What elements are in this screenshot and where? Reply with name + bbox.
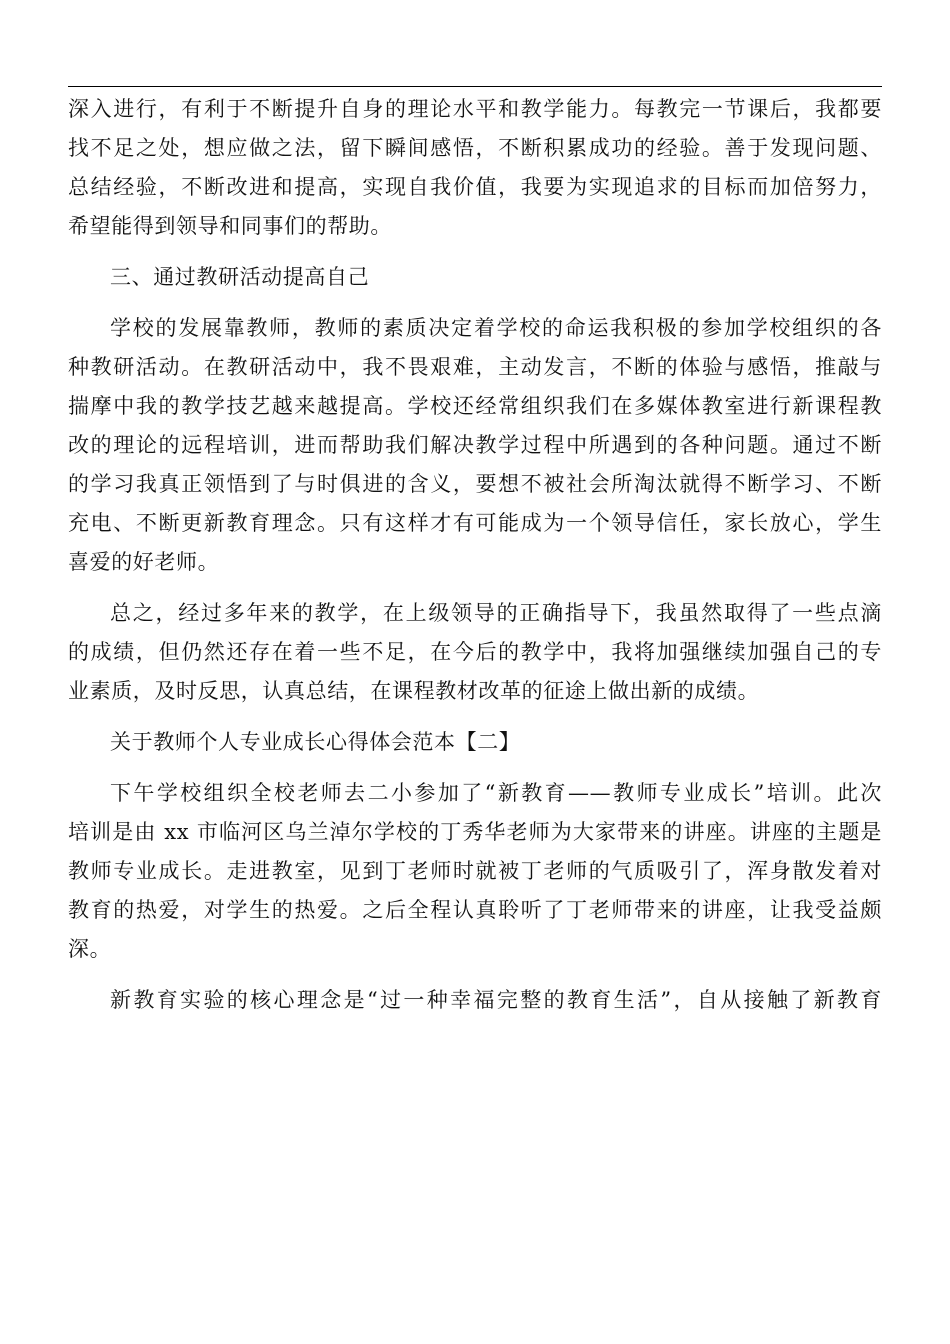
text-line: 找不足之处，想应做之法，留下瞬间感悟，不断积累成功的经验。善于发现问题、 xyxy=(68,136,882,160)
text-line: 深。 xyxy=(68,937,112,961)
header-rule xyxy=(68,86,882,87)
document-page xyxy=(68,90,882,1020)
paragraph-training xyxy=(68,774,882,969)
text-line: 的学习我真正领悟到了与时俱进的含义，要想不被社会所淘汰就得不断学习、不断 xyxy=(68,472,882,496)
paragraph-continuation xyxy=(68,90,882,246)
text-line: 充电、不断更新教育理念。只有这样才有可能成为一个领导信任，家长放心，学生 xyxy=(68,511,882,535)
text-line: 喜爱的好老师。 xyxy=(68,550,220,574)
text-line: 培训是由 xx 市临河区乌兰淖尔学校的丁秀华老师为大家带来的讲座。讲座的主题是 xyxy=(68,820,882,844)
text-line: 新教育实验的核心理念是“过一种幸福完整的教育生活”，自从接触了新教育 xyxy=(110,988,882,1012)
article-title xyxy=(68,723,882,762)
text-line: 下午学校组织全校老师去二小参加了“新教育——教师专业成长”培训。此次 xyxy=(110,781,882,805)
text-line: 希望能得到领导和同事们的帮助。 xyxy=(68,214,392,238)
text-line: 揣摩中我的教学技艺越来越提高。学校还经常组织我们在多媒体教室进行新课程教 xyxy=(68,394,882,418)
text-line: 种教研活动。在教研活动中，我不畏艰难，主动发言，不断的体验与感悟，推敲与 xyxy=(68,355,882,379)
paragraph-core-concept xyxy=(68,981,882,1020)
text-line: 总结经验，不断改进和提高，实现自我价值，我要为实现追求的目标而加倍努力， xyxy=(68,175,882,199)
text-line: 深入进行，有利于不断提升自身的理论水平和教学能力。每教完一节课后，我都要 xyxy=(68,97,882,121)
text-line: 的成绩，但仍然还存在着一些不足，在今后的教学中，我将加强继续加强自己的专 xyxy=(68,640,882,664)
text-line: 教育的热爱，对学生的热爱。之后全程认真聆听了丁老师带来的讲座，让我受益颇 xyxy=(68,898,882,922)
heading-text: 三、通过教研活动提高自己 xyxy=(110,265,370,289)
text-line: 改的理论的远程培训，进而帮助我们解决教学过程中所遇到的各种问题。通过不断 xyxy=(68,433,882,457)
text-line: 教师专业成长。走进教室，见到丁老师时就被丁老师的气质吸引了，浑身散发着对 xyxy=(68,859,882,883)
text-line: 业素质，及时反思，认真总结，在课程教材改革的征途上做出新的成绩。 xyxy=(68,679,760,703)
text-line: 学校的发展靠教师，教师的素质决定着学校的命运我积极的参加学校组织的各 xyxy=(110,316,882,340)
paragraph-summary xyxy=(68,594,882,711)
paragraph-teaching-research xyxy=(68,309,882,582)
title-text: 关于教师个人专业成长心得体会范本【二】 xyxy=(110,730,521,754)
text-line: 总之，经过多年来的教学，在上级领导的正确指导下，我虽然取得了一些点滴 xyxy=(110,601,882,625)
section-heading xyxy=(68,258,882,297)
